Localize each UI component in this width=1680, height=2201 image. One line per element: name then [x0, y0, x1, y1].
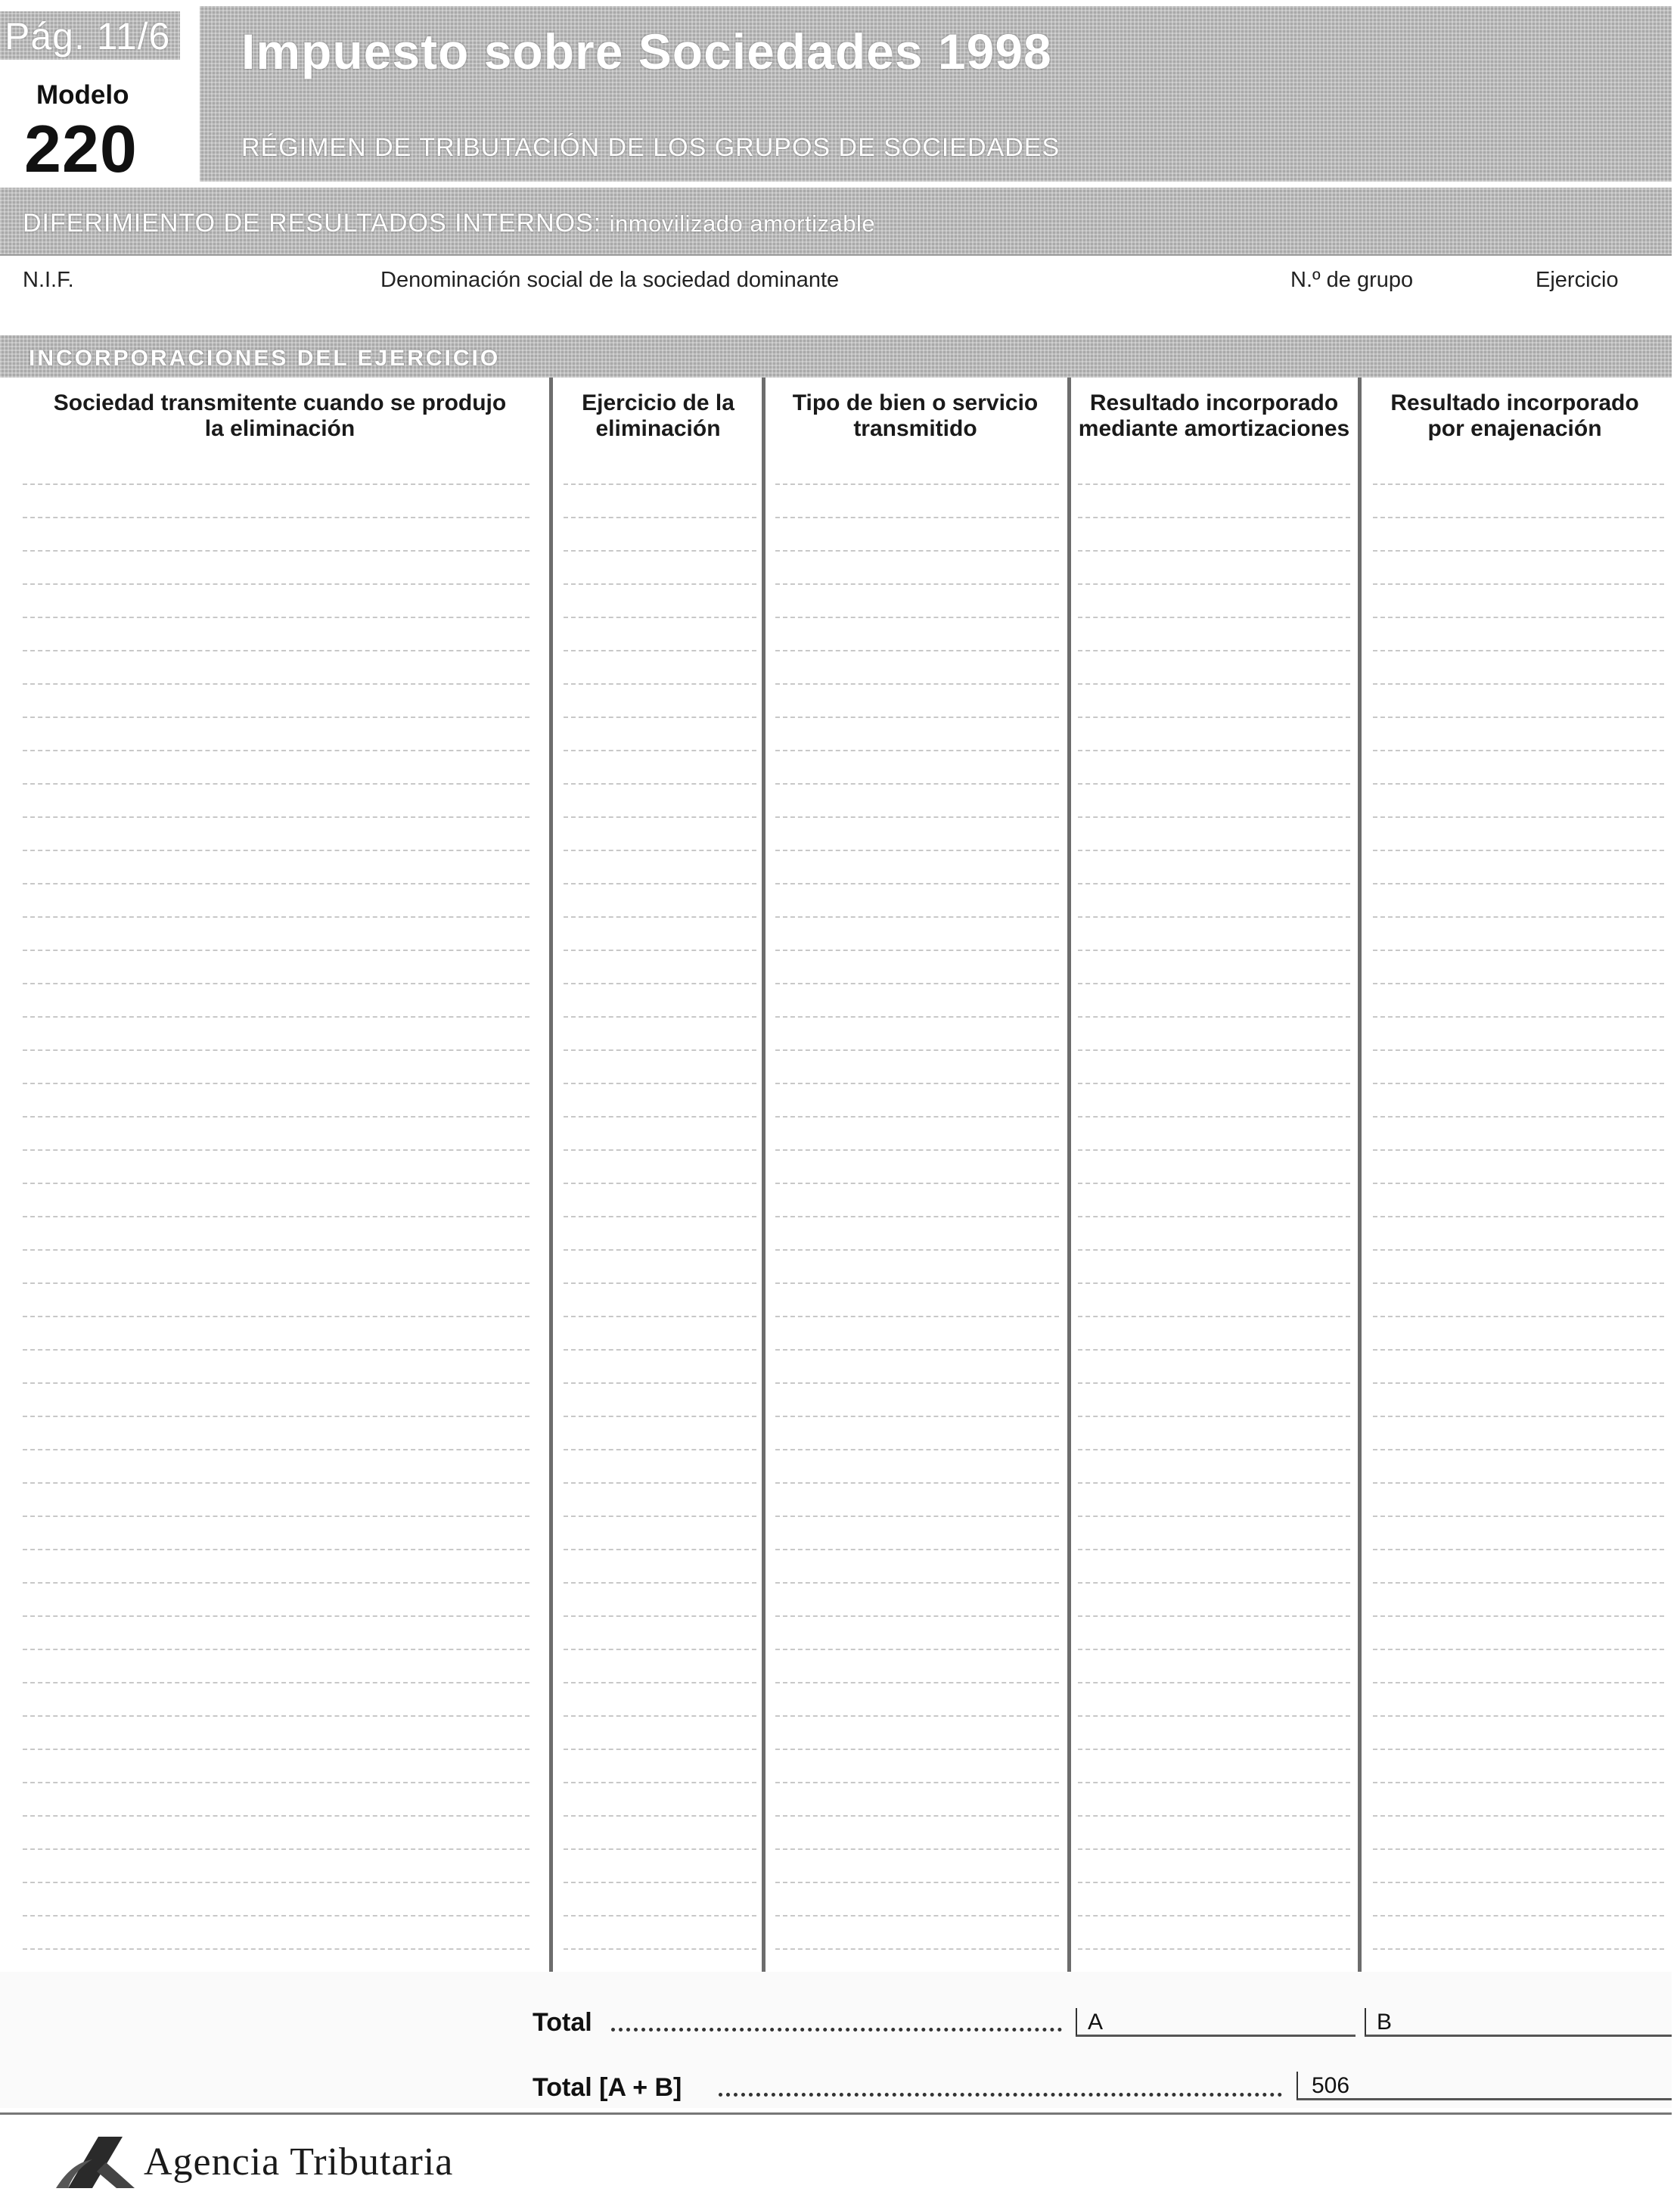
entry-line[interactable]: [23, 1316, 529, 1317]
entry-line[interactable]: [564, 517, 756, 518]
entry-line[interactable]: [1078, 950, 1350, 951]
entry-line[interactable]: [775, 850, 1059, 851]
entry-line[interactable]: [23, 1649, 529, 1650]
entry-line[interactable]: [775, 1382, 1059, 1384]
ejercicio-field[interactable]: Ejercicio: [1536, 268, 1619, 292]
form-title: Impuesto sobre Sociedades 1998: [241, 23, 1052, 79]
entry-line[interactable]: [1078, 1083, 1350, 1084]
entry-line[interactable]: [775, 816, 1059, 818]
entry-line[interactable]: [775, 550, 1059, 552]
entry-line[interactable]: [564, 1349, 756, 1351]
entry-line[interactable]: [1373, 1482, 1664, 1484]
entry-line[interactable]: [23, 1149, 529, 1151]
entry-line[interactable]: [564, 1249, 756, 1251]
entry-line[interactable]: [1373, 816, 1664, 818]
total-label: Total: [533, 2008, 592, 2037]
entry-line[interactable]: [775, 517, 1059, 518]
entry-line[interactable]: [775, 617, 1059, 618]
entry-line[interactable]: [1373, 717, 1664, 718]
entry-line[interactable]: [1373, 550, 1664, 552]
entry-line[interactable]: [564, 883, 756, 884]
entry-line[interactable]: [775, 1249, 1059, 1251]
total-ab-label: Total [A + B]: [533, 2073, 682, 2102]
entry-line[interactable]: [564, 1382, 756, 1384]
entry-line[interactable]: [23, 517, 529, 518]
entry-line[interactable]: [775, 983, 1059, 984]
entry-line[interactable]: [1373, 1116, 1664, 1118]
entry-line[interactable]: [564, 1848, 756, 1850]
entry-line[interactable]: [23, 550, 529, 552]
entry-line[interactable]: [564, 550, 756, 552]
entry-line[interactable]: [1373, 1815, 1664, 1817]
entry-line[interactable]: [23, 783, 529, 785]
entry-line[interactable]: [775, 1815, 1059, 1817]
entry-line[interactable]: [1078, 717, 1350, 718]
entry-line[interactable]: [1373, 1615, 1664, 1617]
modelo-label: Modelo: [36, 80, 129, 110]
entry-line[interactable]: [1078, 1416, 1350, 1417]
entry-line[interactable]: [1373, 1316, 1664, 1317]
entry-line[interactable]: [1078, 1649, 1350, 1650]
entry-line[interactable]: [1078, 550, 1350, 552]
entry-line[interactable]: [23, 1183, 529, 1184]
entry-line[interactable]: [564, 1216, 756, 1217]
entry-line[interactable]: [775, 1049, 1059, 1051]
entry-line[interactable]: [1078, 1549, 1350, 1550]
entry-line[interactable]: [1078, 1316, 1350, 1317]
entry-line[interactable]: [1373, 1848, 1664, 1850]
entry-line[interactable]: [23, 617, 529, 618]
entry-line[interactable]: [775, 1316, 1059, 1317]
entry-line[interactable]: [775, 583, 1059, 585]
entry-line[interactable]: [775, 1948, 1059, 1950]
entry-line[interactable]: [564, 1183, 756, 1184]
entry-line[interactable]: [1078, 1249, 1350, 1251]
entry-line[interactable]: [23, 483, 529, 485]
entry-line[interactable]: [1078, 1815, 1350, 1817]
entry-line[interactable]: [23, 1582, 529, 1584]
entry-line[interactable]: [775, 1482, 1059, 1484]
entry-line[interactable]: [1078, 1116, 1350, 1118]
entry-line[interactable]: [1078, 683, 1350, 685]
entry-line[interactable]: [775, 783, 1059, 785]
column-divider: [549, 378, 553, 1972]
identification-row: [0, 254, 1672, 295]
column-header-line: transmitido: [853, 416, 977, 441]
entry-line[interactable]: [23, 1549, 529, 1550]
box-letter-b: B: [1377, 2010, 1393, 2035]
column-header-line: Tipo de bien o servicio: [792, 390, 1039, 415]
entry-line[interactable]: [1078, 850, 1350, 851]
entry-line[interactable]: [775, 650, 1059, 651]
entry-line[interactable]: [23, 1116, 529, 1118]
entry-line[interactable]: [23, 583, 529, 585]
agency-name: Agencia Tributaria: [144, 2140, 454, 2184]
entry-line[interactable]: [1373, 950, 1664, 951]
entry-line[interactable]: [1078, 1049, 1350, 1051]
entry-line[interactable]: [23, 1083, 529, 1084]
entry-line[interactable]: [23, 750, 529, 751]
entry-line[interactable]: [23, 1848, 529, 1850]
entry-line[interactable]: [564, 1482, 756, 1484]
entry-line[interactable]: [775, 1649, 1059, 1650]
entry-line[interactable]: [564, 1915, 756, 1917]
entry-line[interactable]: [1078, 1715, 1350, 1717]
entry-line[interactable]: [1078, 750, 1350, 751]
agencia-tributaria-logo-icon: [53, 2132, 136, 2193]
entry-line[interactable]: [775, 1183, 1059, 1184]
entry-line[interactable]: [564, 1715, 756, 1717]
entry-line[interactable]: [564, 1615, 756, 1617]
column-header-line: Resultado incorporado: [1089, 390, 1339, 415]
column-header-ejercicio: [556, 390, 760, 442]
entry-line[interactable]: [1373, 1516, 1664, 1517]
entry-line[interactable]: [1373, 1682, 1664, 1683]
entry-line[interactable]: [564, 983, 756, 984]
total-ab-box[interactable]: [1296, 2072, 1672, 2100]
entry-line[interactable]: [564, 683, 756, 685]
entry-line[interactable]: [23, 1948, 529, 1950]
entry-line[interactable]: [1078, 1948, 1350, 1950]
entry-line[interactable]: [775, 1615, 1059, 1617]
column-header-line: Sociedad transmitente cuando se produjo: [53, 390, 507, 415]
column-header-line: la eliminación: [204, 416, 356, 441]
entry-line[interactable]: [1373, 1649, 1664, 1650]
entry-line[interactable]: [1373, 1948, 1664, 1950]
entry-line[interactable]: [1373, 1382, 1664, 1384]
entry-line[interactable]: [1373, 617, 1664, 618]
entry-line[interactable]: [1078, 1882, 1350, 1883]
entry-line[interactable]: [23, 1049, 529, 1051]
entry-line[interactable]: [775, 1083, 1059, 1084]
entry-line[interactable]: [1373, 583, 1664, 585]
entry-line[interactable]: [564, 650, 756, 651]
entry-line[interactable]: [1373, 850, 1664, 851]
entry-line[interactable]: [564, 1649, 756, 1650]
column-header-sociedad: [15, 390, 545, 442]
entry-line[interactable]: [1373, 783, 1664, 785]
entry-line[interactable]: [1078, 1449, 1350, 1450]
entry-line[interactable]: [1373, 650, 1664, 651]
total-a-box[interactable]: [1076, 2008, 1355, 2037]
entry-line[interactable]: [564, 717, 756, 718]
entry-line[interactable]: [1078, 1749, 1350, 1750]
entry-line[interactable]: [1078, 1915, 1350, 1917]
entry-line[interactable]: [1373, 483, 1664, 485]
entry-line[interactable]: [775, 883, 1059, 884]
entry-line[interactable]: [775, 1449, 1059, 1450]
entry-line[interactable]: [564, 1083, 756, 1084]
entry-line[interactable]: [564, 916, 756, 918]
entry-line[interactable]: [1078, 1682, 1350, 1683]
entry-line[interactable]: [564, 783, 756, 785]
entry-line[interactable]: [1078, 617, 1350, 618]
entry-line[interactable]: [1373, 916, 1664, 918]
section-header: [23, 209, 875, 238]
column-header-line: por enajenación: [1427, 416, 1602, 441]
entry-line[interactable]: [23, 1382, 529, 1384]
entry-line[interactable]: [23, 850, 529, 851]
column-divider: [762, 378, 765, 1972]
entry-line[interactable]: [564, 1282, 756, 1284]
entry-line[interactable]: [23, 1482, 529, 1484]
entry-line[interactable]: [775, 1416, 1059, 1417]
entry-line[interactable]: [23, 883, 529, 884]
entry-line[interactable]: [1373, 750, 1664, 751]
entry-line[interactable]: [23, 1782, 529, 1783]
entry-line[interactable]: [23, 1249, 529, 1251]
entry-line[interactable]: [1078, 1516, 1350, 1517]
column-header-line: eliminación: [595, 416, 721, 441]
entry-line[interactable]: [1373, 517, 1664, 518]
entry-line[interactable]: [1078, 1016, 1350, 1018]
entry-line[interactable]: [1078, 983, 1350, 984]
entry-line[interactable]: [23, 1815, 529, 1817]
entry-line[interactable]: [1078, 916, 1350, 918]
entry-line[interactable]: [1078, 1582, 1350, 1584]
entry-line[interactable]: [23, 916, 529, 918]
box-letter-a: A: [1088, 2010, 1104, 2035]
entry-line[interactable]: [23, 1749, 529, 1750]
incorporaciones-table: [0, 378, 1672, 1972]
entry-line[interactable]: [564, 1549, 756, 1550]
entry-line[interactable]: [1373, 1249, 1664, 1251]
page-number: Pág. 11/6: [5, 15, 171, 58]
column-header-amortizaciones: [1070, 390, 1358, 442]
entry-line[interactable]: [23, 1449, 529, 1450]
entry-line[interactable]: [564, 1882, 756, 1883]
entry-line[interactable]: [775, 717, 1059, 718]
entry-line[interactable]: [1373, 1049, 1664, 1051]
entry-line[interactable]: [1078, 650, 1350, 651]
entry-line[interactable]: [564, 1449, 756, 1450]
entry-line[interactable]: [564, 1316, 756, 1317]
entry-line[interactable]: [23, 1416, 529, 1417]
title-band: [200, 6, 1672, 182]
entry-line[interactable]: [775, 1749, 1059, 1750]
entry-line[interactable]: [775, 950, 1059, 951]
entry-line[interactable]: [1078, 583, 1350, 585]
entry-line[interactable]: [23, 1715, 529, 1717]
entry-line[interactable]: [1373, 1449, 1664, 1450]
leader-dots: [719, 2093, 1282, 2097]
entry-line[interactable]: [1373, 1782, 1664, 1783]
entry-line[interactable]: [775, 1882, 1059, 1883]
modelo-number: 220: [24, 111, 138, 186]
entry-line[interactable]: [1373, 1349, 1664, 1351]
nif-field[interactable]: N.I.F.: [23, 268, 74, 292]
entry-line[interactable]: [1078, 1282, 1350, 1284]
column-header-line: Ejercicio de la: [582, 390, 734, 415]
entry-line[interactable]: [775, 1782, 1059, 1783]
entry-line[interactable]: [1373, 1915, 1664, 1917]
entry-line[interactable]: [1373, 1183, 1664, 1184]
entry-line[interactable]: [23, 1516, 529, 1517]
entry-line[interactable]: [23, 816, 529, 818]
column-header-line: Resultado incorporado: [1390, 390, 1639, 415]
entry-line[interactable]: [775, 916, 1059, 918]
entry-line[interactable]: [1078, 1349, 1350, 1351]
entry-line[interactable]: [23, 1915, 529, 1917]
entry-line[interactable]: [1373, 1149, 1664, 1151]
section-header-main: DIFERIMIENTO DE RESULTADOS INTERNOS:: [23, 209, 602, 238]
entry-line[interactable]: [775, 1282, 1059, 1284]
column-header-line: mediante amortizaciones: [1078, 416, 1350, 441]
entry-line[interactable]: [564, 483, 756, 485]
entry-line[interactable]: [775, 1516, 1059, 1517]
entry-line[interactable]: [1373, 1416, 1664, 1417]
entry-line[interactable]: [23, 1882, 529, 1883]
entry-line[interactable]: [564, 950, 756, 951]
entry-line[interactable]: [564, 1782, 756, 1783]
entry-line[interactable]: [775, 1116, 1059, 1118]
entry-line[interactable]: [775, 683, 1059, 685]
entry-line[interactable]: [775, 1715, 1059, 1717]
entry-line[interactable]: [564, 1049, 756, 1051]
entry-line[interactable]: [1373, 883, 1664, 884]
entry-line[interactable]: [1078, 1183, 1350, 1184]
entry-line[interactable]: [1373, 683, 1664, 685]
incorporaciones-title: INCORPORACIONES DEL EJERCICIO: [29, 346, 501, 371]
entry-line[interactable]: [775, 1582, 1059, 1584]
entry-line[interactable]: [23, 950, 529, 951]
entry-line[interactable]: [1373, 1549, 1664, 1550]
entry-line[interactable]: [1078, 816, 1350, 818]
entry-line[interactable]: [775, 1549, 1059, 1550]
grupo-field[interactable]: N.º de grupo: [1290, 268, 1414, 292]
entry-line[interactable]: [1373, 1582, 1664, 1584]
page-number-box: [0, 11, 180, 60]
entry-line[interactable]: [23, 1615, 529, 1617]
footer-rule: [0, 2112, 1672, 2115]
entry-line[interactable]: [775, 1216, 1059, 1217]
entry-line[interactable]: [564, 850, 756, 851]
form-subtitle: RÉGIMEN DE TRIBUTACIÓN DE LOS GRUPOS DE SOCIEDADES: [241, 133, 1060, 162]
entry-line[interactable]: [1078, 1782, 1350, 1783]
column-divider: [1358, 378, 1362, 1972]
entry-line[interactable]: [23, 1216, 529, 1217]
entry-line[interactable]: [23, 1282, 529, 1284]
entry-line[interactable]: [775, 483, 1059, 485]
entry-line[interactable]: [775, 750, 1059, 751]
entry-line[interactable]: [1078, 883, 1350, 884]
column-header-enajenacion: [1362, 390, 1668, 442]
entry-line[interactable]: [23, 650, 529, 651]
entry-line[interactable]: [564, 1749, 756, 1750]
entry-line[interactable]: [564, 1582, 756, 1584]
entry-line[interactable]: [1078, 1615, 1350, 1617]
entry-line[interactable]: [1078, 517, 1350, 518]
incorporaciones-band: [0, 335, 1672, 378]
entry-line[interactable]: [1373, 1216, 1664, 1217]
entry-line[interactable]: [1373, 1016, 1664, 1018]
entry-line[interactable]: [23, 1682, 529, 1683]
entry-line[interactable]: [23, 683, 529, 685]
entry-line[interactable]: [564, 1815, 756, 1817]
section-header-band: [0, 188, 1672, 254]
entry-line[interactable]: [1078, 783, 1350, 785]
total-b-box[interactable]: [1365, 2008, 1672, 2037]
entry-line[interactable]: [775, 1848, 1059, 1850]
entry-line[interactable]: [564, 1116, 756, 1118]
entry-line[interactable]: [564, 1149, 756, 1151]
denominacion-field[interactable]: Denominación social de la sociedad dominante: [380, 268, 840, 292]
entry-line[interactable]: [775, 1149, 1059, 1151]
entry-line[interactable]: [1373, 983, 1664, 984]
entry-line[interactable]: [23, 717, 529, 718]
entry-line[interactable]: [1078, 1216, 1350, 1217]
entry-line[interactable]: [1373, 1749, 1664, 1750]
entry-line[interactable]: [564, 1516, 756, 1517]
entry-line[interactable]: [23, 983, 529, 984]
entry-line[interactable]: [564, 1016, 756, 1018]
entry-line[interactable]: [1373, 1882, 1664, 1883]
entry-line[interactable]: [564, 1682, 756, 1683]
column-divider: [1067, 378, 1071, 1972]
entry-line[interactable]: [1373, 1282, 1664, 1284]
entry-line[interactable]: [23, 1016, 529, 1018]
entry-line[interactable]: [1078, 1382, 1350, 1384]
entry-line[interactable]: [564, 583, 756, 585]
entry-line[interactable]: [1078, 1848, 1350, 1850]
entry-line[interactable]: [1373, 1083, 1664, 1084]
entry-line[interactable]: [564, 1948, 756, 1950]
entry-line[interactable]: [1373, 1715, 1664, 1717]
entry-line[interactable]: [564, 617, 756, 618]
entry-line[interactable]: [1078, 1149, 1350, 1151]
leader-dots: [611, 2028, 1062, 2032]
entry-line[interactable]: [775, 1915, 1059, 1917]
entry-line[interactable]: [564, 750, 756, 751]
entry-line[interactable]: [564, 816, 756, 818]
entry-line[interactable]: [775, 1016, 1059, 1018]
column-header-tipo-bien: [768, 390, 1063, 442]
section-header-detail: inmovilizado amortizable: [609, 210, 876, 237]
entry-line[interactable]: [1078, 1482, 1350, 1484]
entry-line[interactable]: [775, 1682, 1059, 1683]
entry-line[interactable]: [564, 1416, 756, 1417]
entry-line[interactable]: [1078, 483, 1350, 485]
entry-line[interactable]: [23, 1349, 529, 1351]
total-ab-code: 506: [1312, 2073, 1350, 2098]
entry-line[interactable]: [775, 1349, 1059, 1351]
